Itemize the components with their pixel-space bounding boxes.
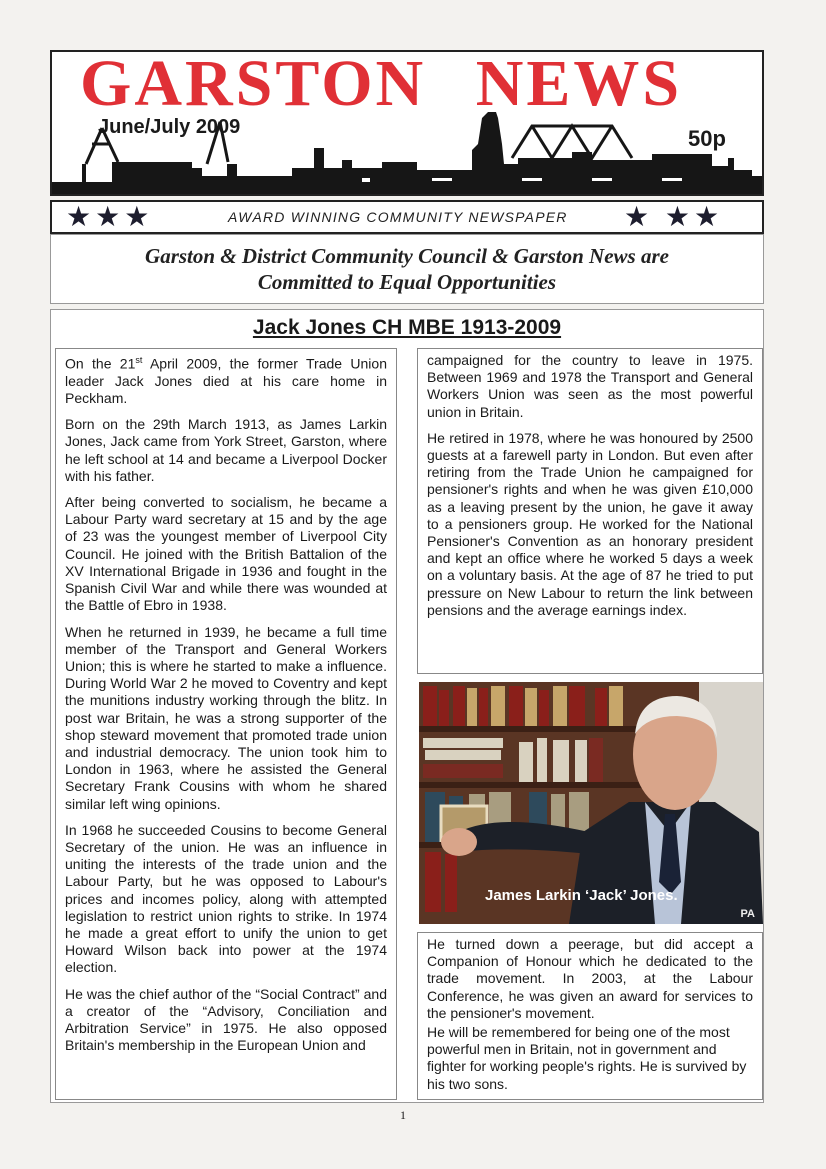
issue-date: June/July 2009: [98, 116, 241, 138]
star-icons-right: ★ ★★: [624, 201, 724, 232]
strapline-text: AWARD WINNING COMMUNITY NEWSPAPER: [228, 209, 568, 225]
paragraph: He turned down a peerage, but did accept a Companion of Honour which he dedicated to the trade movement. In 2003, at the Labour Conference, he was given an award for services to the pensioner's movement.: [427, 936, 753, 1021]
right-column-top: [417, 348, 763, 674]
article-headline: Jack Jones CH MBE 1913-2009: [252, 316, 562, 339]
paragraph: He retired in 1978, where he was honoured by 2500 guests at a farewell party in London. But even after retiring from the Trade Union he campaigned for pensioner's rights and when he was given £10,000 as a leaving present by the union, he gave it away to a pensioners group. He worked for the National Pensioner's Convention as an honorary president and kept an office where he worked 5 days a week on a voluntary basis. At the age of 87 he tried to put pressure on New Labour to return the link between pensions and the average earnings index.: [427, 429, 753, 618]
paragraph: When he returned in 1939, he became a full time member of the Transport and General Workers Union; this is where he started to make a influence. During World War 2 he moved to Coventry and kept the munitions industry working through the blitz. In post war Britain, he was a strong supporter of the shop steward movement that promoted trade union and industrial democracy. The union took him to London in 1963, where he assisted the General Secretary Frank Cousins with whom he shared similar left wing opinions.: [65, 623, 387, 812]
star-icons-left: ★★★: [66, 201, 154, 232]
cover-price: 50p: [688, 126, 726, 151]
photo-credit: PA: [740, 908, 755, 920]
left-column: [55, 348, 397, 1100]
photo-caption: James Larkin ‘Jack’ Jones.: [485, 887, 678, 904]
article-box: [50, 309, 764, 1103]
paragraph: In 1968 he succeeded Cousins to become General Secretary of the union. He was an influence in uniting the interests of the trade union and the Labour Party, but he was opposed to Labour's prices and incomes policy, along with attempted legislation to restrict union rights to strike. In 1974 he made a great effort to unify the union to get Howard Wilson back into power at the 1974 election.: [65, 821, 387, 976]
paragraph: He will be remembered for being one of the most powerful men in Britain, not in government and fighter for working people's rights. He is survived by his two sons.: [427, 1024, 747, 1092]
paragraph: Born on the 29th March 1913, as James Larkin Jones, Jack came from York Street, Garston, where he left school at 14 and became a Liverpool Docker with his father.: [65, 416, 387, 484]
paragraph: After being converted to socialism, he became a Labour Party ward secretary at 15 and by the age of 23 was the youngest member of Liverpool City Council. He joined with the British Battalion of the XV International Brigade in 1936 and fought in the Spanish Civil War and while there was wounded at the Battle of Ebro in 1938.: [65, 494, 387, 614]
strapline-bar: [50, 200, 764, 234]
equal-opportunities-banner: [50, 234, 764, 304]
masthead: [50, 50, 764, 196]
newspaper-title: GARSTON NEWS: [80, 50, 683, 120]
page-number: 1: [400, 1108, 406, 1122]
paragraph: campaigned for the country to leave in 1975. Between 1969 and 1978 the Transport and General Workers Union was seen as the most powerful union in Britain.: [427, 352, 753, 420]
skyline-illustration: [52, 104, 764, 194]
paragraph: He was the chief author of the “Social Contract” and a creator of the “Advisory, Conciliation and Arbitration Service” in 1975. He also opposed Britain's membership in the European Union and: [65, 985, 387, 1054]
right-column-bottom: [417, 932, 763, 1100]
paragraph: On the 21st April 2009, the former Trade Union leader Jack Jones died at his care home in Peckham.: [65, 355, 387, 407]
banner-line-2: Committed to Equal Opportunities: [257, 270, 557, 294]
jack-jones-photo: [419, 682, 763, 924]
banner-line-1: Garston & District Community Council & Garston News are: [145, 244, 669, 268]
